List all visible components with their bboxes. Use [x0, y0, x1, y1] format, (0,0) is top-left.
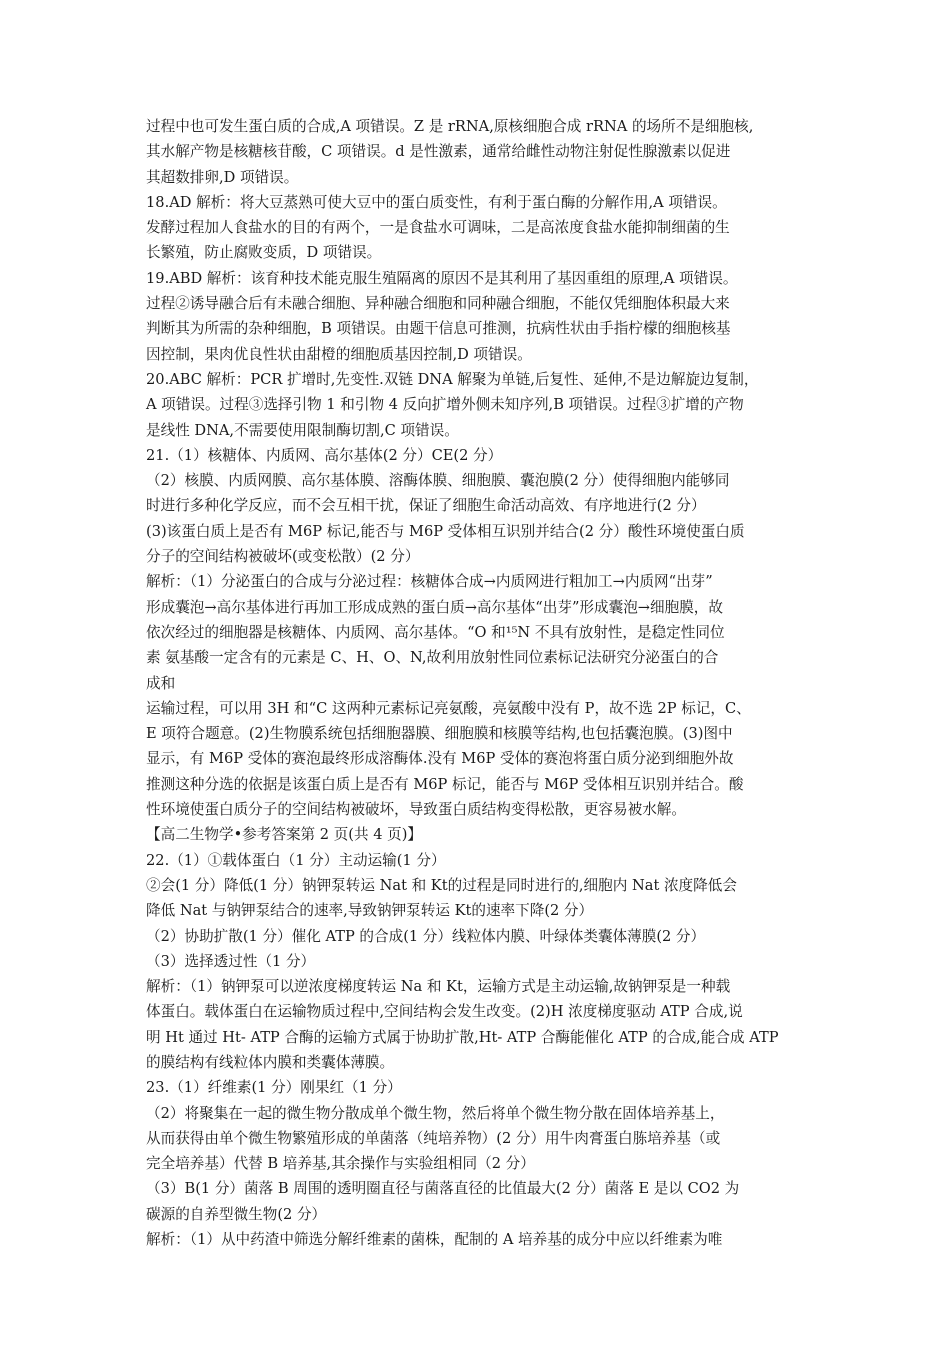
text-line: 其超数排卵,D 项错误。	[146, 168, 299, 186]
text-line: 21.（1）核糖体、内质网、高尔基体(2 分）CE(2 分）	[146, 446, 503, 464]
text-line: 明 Ht 通过 Ht- ATP 合酶的运输方式属于协助扩散,Ht- ATP 合酶能催化 ATP 的合成,能合成 ATP	[146, 1028, 779, 1046]
text-line: 推测这种分选的依据是该蛋白质上是否有 M6P 标记，能否与 M6P 受体相互识别并结合。酸	[146, 775, 744, 793]
text-line: （2）协助扩散(1 分）催化 ATP 的合成(1 分）线粒体内膜、叶绿体类囊体薄膜(2 分）	[146, 927, 706, 945]
text-line: 其水解产物是核糖核苷酸，C 项错误。d 是性激素，通常给雌性动物注射促性腺激素以促进	[146, 143, 731, 161]
text-line: 判断其为所需的杂种细胞，B 项错误。由题干信息可推测，抗病性状由手指柠檬的细胞核基	[146, 320, 731, 338]
text-line: （3）选择透过性（1 分）	[146, 952, 316, 970]
text-line: 成和	[146, 674, 176, 692]
text-line: 碳源的自养型微生物(2 分）	[146, 1205, 327, 1223]
text-line: 解析：（1）钠钾泵可以逆浓度梯度转运 Na 和 Kt，运输方式是主动运输,故钠钾泵是一种载	[146, 978, 731, 996]
text-line: 23.（1）纤维素(1 分）刚果红（1 分）	[146, 1079, 402, 1097]
text-line: 体蛋白。载体蛋白在运输物质过程中,空间结构会发生改变。(2)H 浓度梯度驱动 ATP 合成,说	[146, 1003, 743, 1021]
text-line: 降低 Nat 与钠钾泵结合的速率,导致钠钾泵转运 Kt的速率下降(2 分）	[146, 902, 594, 920]
text-line: 发酵过程加人食盐水的目的有两个，一是食盐水可调味，二是高浓度食盐水能抑制细菌的生	[146, 219, 730, 237]
text-line: 形成囊泡→高尔基体进行再加工形成成熟的蛋白质→高尔基体“出芽”形成囊泡→细胞膜，故	[146, 598, 723, 616]
text-line: （2）核膜、内质网膜、高尔基体膜、溶酶体膜、细胞膜、囊泡膜(2 分）使得细胞内能够同	[146, 472, 730, 490]
text-line: (3)该蛋白质上是否有 M6P 标记,能否与 M6P 受体相互识别并结合(2 分）酸性环境使蛋白质	[146, 522, 745, 540]
text-line: （3）B(1 分）菌落 B 周围的透明圈直径与菌落直径的比值最大(2 分）菌落 E 是以 CO2 为	[146, 1180, 740, 1198]
text-line: 过程中也可发生蛋白质的合成,A 项错误。Z 是 rRNA,原核细胞合成 rRNA 的场所不是细胞核,	[146, 118, 754, 135]
text-line: 【高二生物学•参考答案第 2 页(共 4 页)】	[146, 826, 423, 844]
text-line: E 项符合题意。(2)生物膜系统包括细胞器膜、细胞膜和核膜等结构,也包括囊泡膜。(3)图中	[146, 725, 733, 743]
text-line: 过程②诱导融合后有未融合细胞、异种融合细胞和同种融合细胞，不能仅凭细胞体积最大来	[146, 295, 730, 313]
text-line: 显示，有 M6P 受体的赛泡最终形成溶酶体.没有 M6P 受体的赛泡将蛋白质分泌到细胞外故	[146, 750, 734, 768]
text-line: 22.（1）①载体蛋白（1 分）主动运输(1 分）	[146, 851, 446, 869]
text-line: 解析：（1）从中药渣中筛选分解纤维素的菌株，配制的 A 培养基的成分中应以纤维素为唯	[146, 1231, 723, 1249]
text-line: 是线性 DNA,不需要使用限制酶切割,C 项错误。	[146, 421, 459, 439]
text-line: 的膜结构有线粒体内膜和类囊体薄膜。	[146, 1053, 395, 1071]
text-line: 性环境使蛋白质分子的空间结构被破坏，导致蛋白质结构变得松散，更容易被水解。	[146, 801, 686, 819]
text-line: A 项错误。过程③选择引物 1 和引物 4 反向扩增外侧未知序列,B 项错误。过程③扩增的产物	[146, 396, 744, 414]
text-line: 因控制，果肉优良性状由甜橙的细胞质基因控制,D 项错误。	[146, 345, 532, 363]
text-line: 长繁殖，防止腐败变质，D 项错误。	[146, 244, 382, 262]
text-line: 时进行多种化学反应，而不会互相干扰，保证了细胞生命活动高效、有序地进行(2 分）	[146, 497, 706, 515]
document-page	[146, 114, 806, 1252]
text-line: ②会(1 分）降低(1 分）钠钾泵转运 Nat 和 Kt的过程是同时进行的,细胞内 Nat 浓度降低会	[146, 876, 737, 894]
text-line: 18.AD 解析：将大豆蒸熟可使大豆中的蛋白质变性，有利于蛋白酶的分解作用,A 项错误。	[146, 193, 727, 211]
text-line: 运输过程，可以用 3H 和“C 这两种元素标记亮氨酸，亮氨酸中没有 P，故不选 2P 标记，C、	[146, 699, 751, 717]
text-line: 依次经过的细胞器是核糖体、内质网、高尔基体。“O 和¹⁵N 不具有放射性，是稳定性同位	[146, 623, 725, 641]
text-line: 素 氨基酸一定含有的元素是 C、H、O、N,故利用放射性同位素标记法研究分泌蛋白的合	[146, 649, 719, 667]
text-line: 解析：（1）分泌蛋白的合成与分泌过程：核糖体合成→内质网进行粗加工→内质网“出芽”	[146, 573, 713, 591]
text-line: 完全培养基）代替 B 培养基,其余操作与实验组相同（2 分）	[146, 1155, 535, 1173]
text-line: 从而获得由单个微生物繁殖形成的单菌落（纯培养物）(2 分）用牛肉膏蛋白胨培养基（或	[146, 1129, 721, 1147]
text-line: 19.ABD 解析：该育种技术能克服生殖隔离的原因不是其利用了基因重组的原理,A 项错误。	[146, 269, 738, 287]
text-line: 分子的空间结构被破坏(或变松散）(2 分）	[146, 548, 420, 566]
text-line: （2）将聚集在一起的微生物分散成单个微生物，然后将单个微生物分散在固体培养基上，	[146, 1104, 725, 1122]
text-line: 20.ABC 解析：PCR 扩增时,先变性.双链 DNA 解聚为单链,后复性、延伸,不是边解旋边复制，	[146, 370, 759, 388]
